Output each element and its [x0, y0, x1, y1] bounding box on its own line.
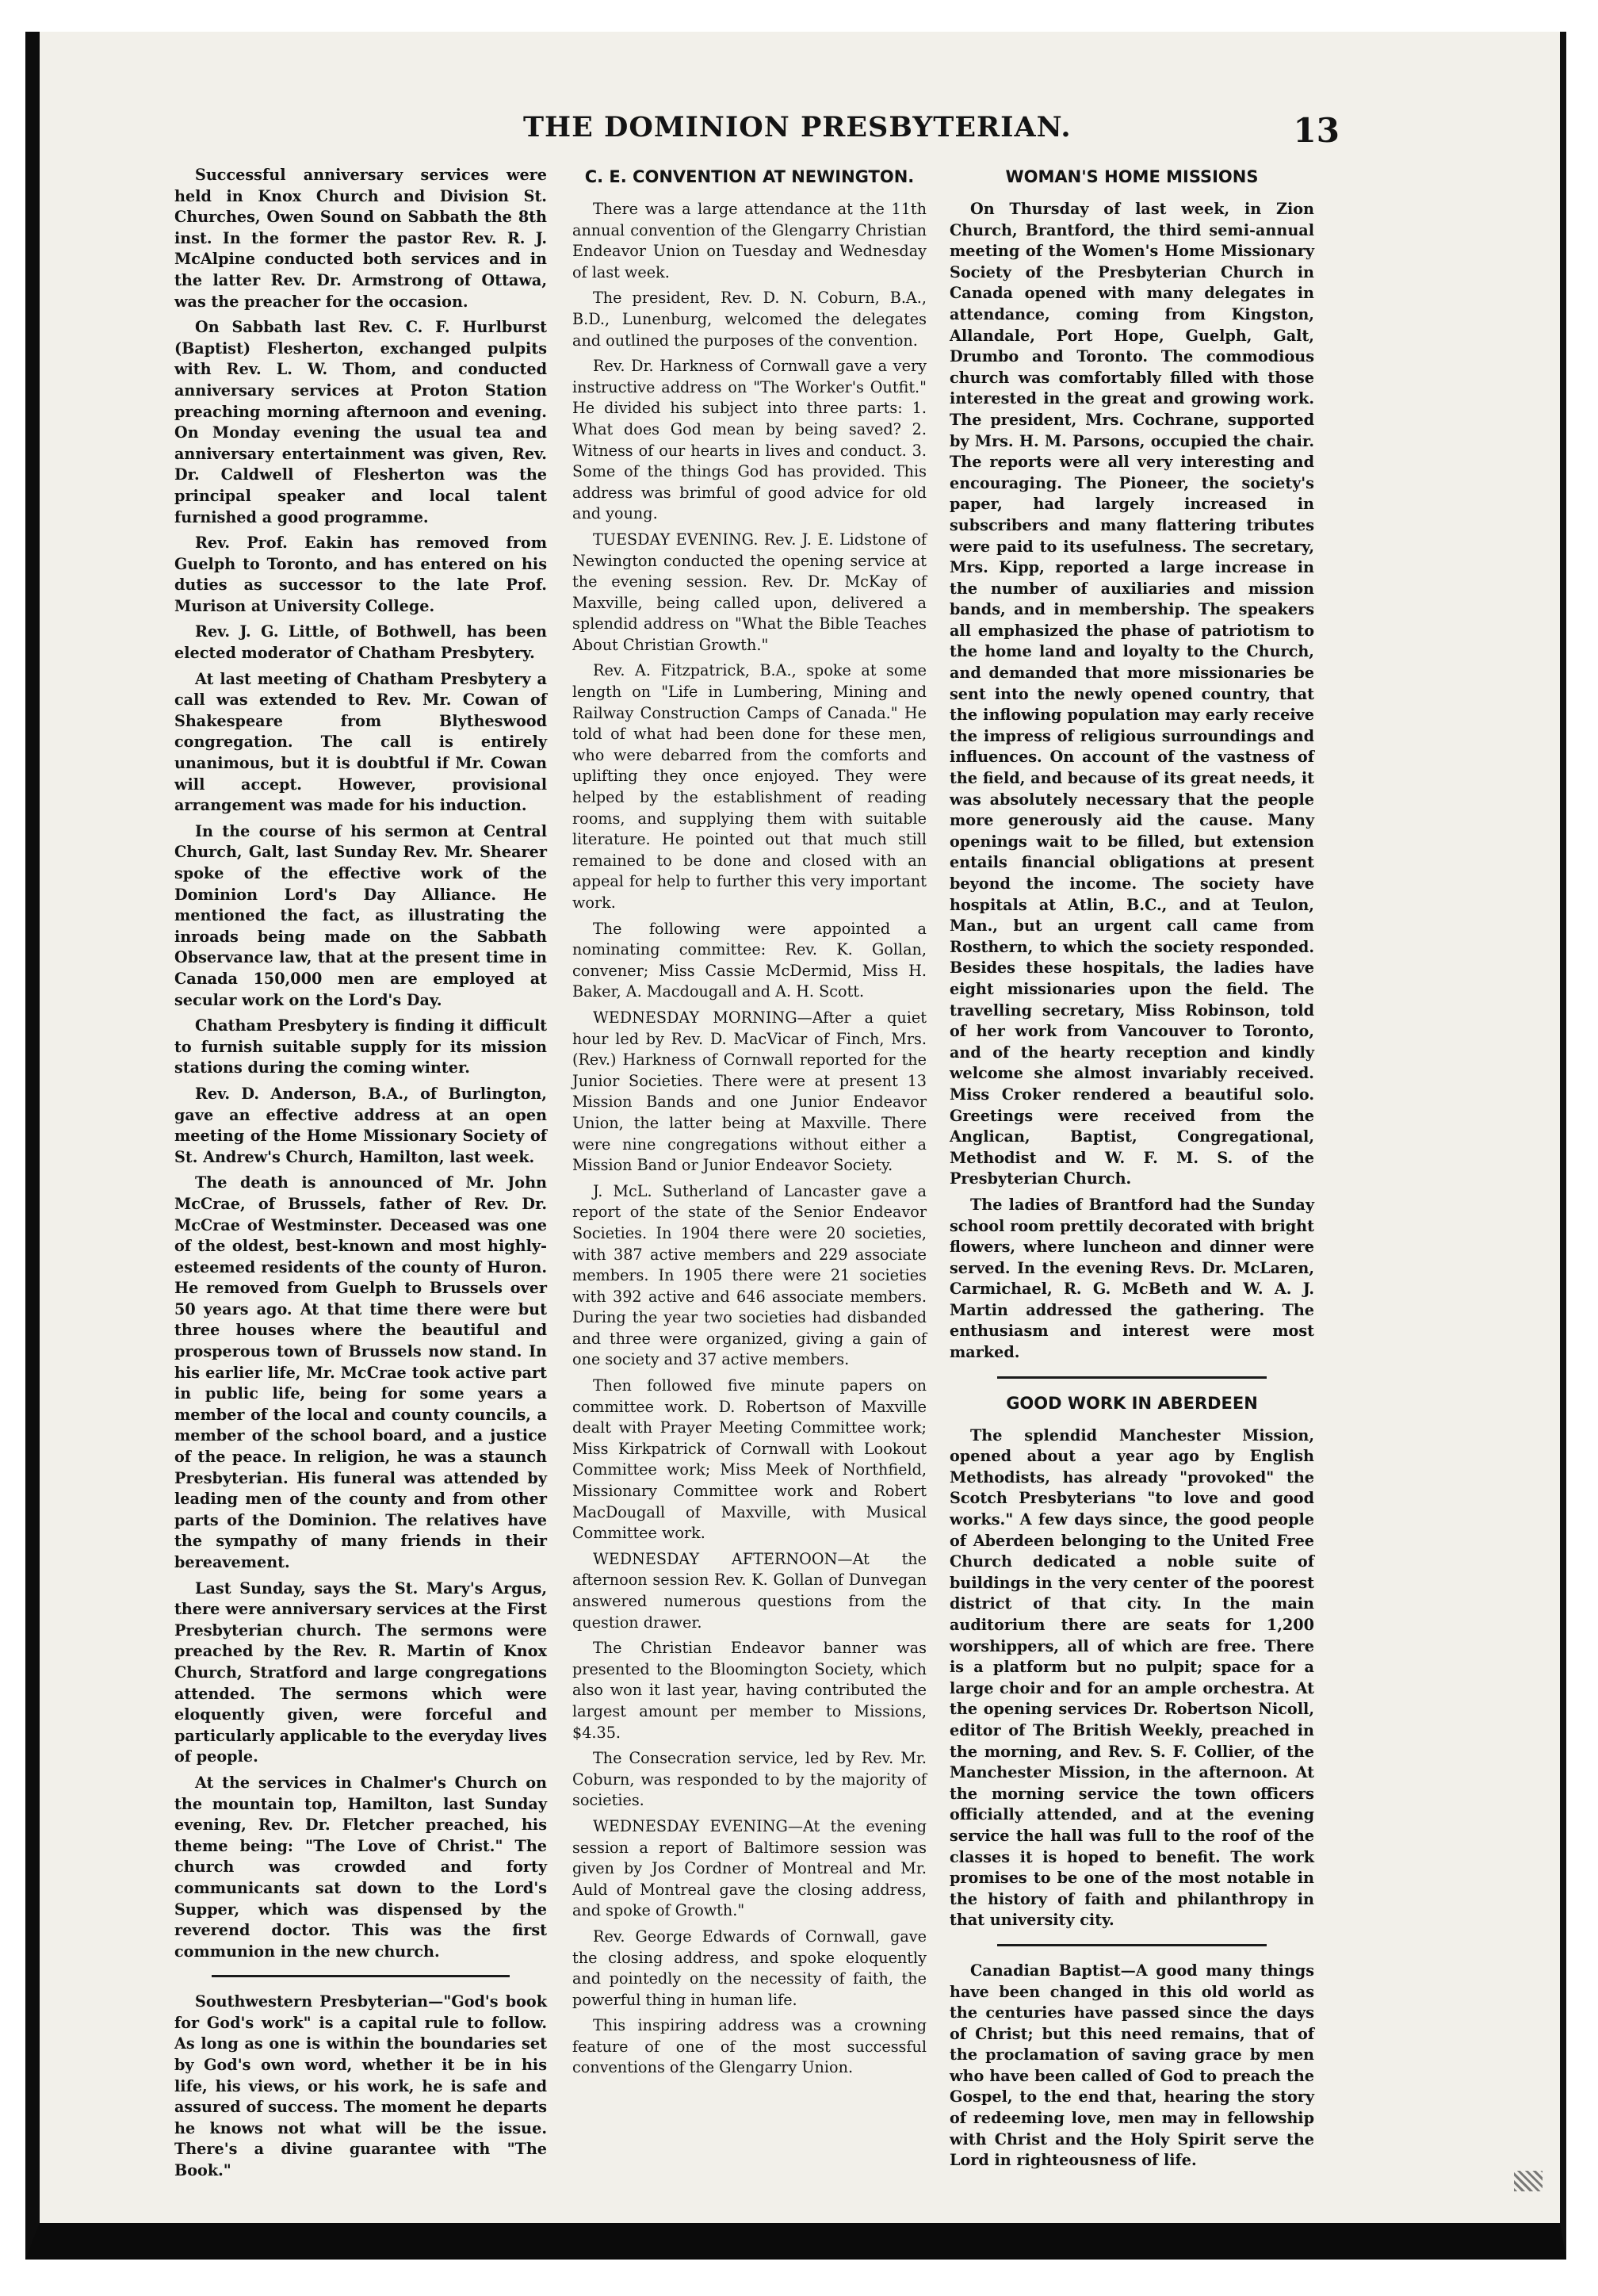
- page-number: 13: [1293, 111, 1340, 150]
- paragraph: The splendid Manchester Mission, opened about a year ago by English Methodists, has already "provoked" the Scotch Presbyterians "to love and good works." A few days since, the good people of Aberdeen belonging to the United Free Church dedicated a noble suite of buildings in the very center of the poorest district of that city. In the main auditorium there are seats for 1,200 worshippers, all of which are free. There is a platform but no pulpit; space for a large choir and for an ample orchestra. At the opening services Dr. Robertson Nicoll, editor of The British Weekly, preached in the morning, and Rev. S. F. Collier, of the Manchester Mission, in the afternoon. At the morning service the town officers officially attended, and at the evening service the hall was full to the roof of the classes it is hoped to benefit. The work promises to be one of the most notable in the history of faith and philanthropy in that university city.: [950, 1425, 1314, 1930]
- paragraph: There was a large attendance at the 11th annual convention of the Glengarry Christian Endeavor Union on Tuesday and Wednesday of last week.: [572, 200, 927, 281]
- paragraph: On Sabbath last Rev. C. F. Hurlburst (Baptist) Flesherton, exchanged pulpits with Rev. L. W. Thom, and conducted anniversary services at Proton Station preaching morning afternoon and evening. On Monday evening the usual tea and anniversary entertainment was given, Rev. Dr. Caldwell of Flesherton was the principal speaker and local talent furnished a good programme.: [174, 318, 547, 526]
- paragraph: In the course of his sermon at Central Church, Galt, last Sunday Rev. Mr. Shearer spoke of the effective work of the Dominion Lord's Day Alliance. He mentioned the fact, as illustrating the inroads being made on the Sabbath Observance law, that at the present time in Canada 150,000 men are employed at secular work on the Lord's Day.: [174, 821, 547, 1009]
- section-divider: [997, 1376, 1267, 1379]
- paragraph: Then followed five minute papers on committee work. D. Robertson of Maxville dealt with Prayer Meeting Committee work; Miss Kirkpatrick of Cornwall with Lookout Committee work; Miss Meek of Northfield, Missionary Committee work and Robert MacDougall of Maxville, with Musical Committee work.: [572, 1376, 927, 1543]
- column-middle: [572, 165, 927, 2084]
- paragraph: Last Sunday, says the St. Mary's Argus, there were anniversary services at the First Presbyterian church. The sermons were preached by the Rev. R. Martin of Knox Church, Stratford and large congregations attended. The sermons which were eloquently given, were forceful and particularly applicable to the everyday lives of people.: [174, 1578, 547, 1766]
- paragraph: WEDNESDAY EVENING—At the evening session a report of Baltimore session was given by Jos Cordner of Montreal and Mr. Auld of Montreal gave the closing address, and spoke of Growth.": [572, 1816, 927, 1920]
- paragraph: WEDNESDAY MORNING—After a quiet hour led by Rev. D. MacVicar of Finch, Mrs. (Rev.) Harkness of Cornwall reported for the Junior Societies. There were at present 13 Mission Bands and one Junior Endeavor Union, the latter being at Maxville. There were nine congregations without either a Mission Band or Junior Endeavor Society.: [572, 1008, 927, 1175]
- paragraph: Rev. J. G. Little, of Bothwell, has been elected moderator of Chatham Presbytery.: [174, 622, 547, 663]
- paragraph: Chatham Presbytery is finding it difficult to furnish suitable supply for its mission stations during the coming winter.: [174, 1016, 547, 1077]
- newspaper-page: [25, 32, 1566, 2260]
- paragraph: Southwestern Presbyterian—"God's book for God's work" is a capital rule to follow. As long as one is within the boundaries set by God's own word, whether it be in his life, his views, or his work, he is safe and assured of success. The moment he departs he knows not what will be the issue. There's a divine guarantee with "The Book.": [174, 1992, 547, 2180]
- paragraph: On Thursday of last week, in Zion Church, Brantford, the third semi-annual meeting of the Women's Home Missionary Society of the Presbyterian Church in Canada opened with many delegates in attendance, coming from Kingston, Allandale, Port Hope, Guelph, Galt, Drumbo and Toronto. The commodious church was comfortably filled with those interested in the great and growing work. The president, Mrs. Cochrane, supported by Mrs. H. M. Parsons, occupied the chair. The reports were all very interesting and encouraging. The Pioneer, the society's paper, had largely increased in subscribers and many flattering tributes were paid to its usefulness. The secretary, Mrs. Kipp, reported a large increase in the number of auxiliaries and mission bands, and in membership. The speakers all emphasized the phase of patriotism to the home land and loyalty to the Church, and demanded that more missionaries be sent into the newly opened country, that the inflowing population may early receive the impress of religious surroundings and influences. On account of the vastness of the field, and because of its great needs, it was absolutely necessary that the people more generously aid the cause. Many openings wait to be filled, but extension entails financial obligations at present beyond the income. The society have hospitals at Atlin, B.C., and at Teulon, Man., but an urgent call came from Rosthern, to which the society responded. Besides these hospitals, the ladies have eight missionaries upon the field. The travelling secretary, Miss Robinson, told of her work from Vancouver to Toronto, and of the hearty reception and kindly welcome she almost invariably received. Miss Croker rendered a beautiful solo. Greetings were received from the Anglican, Baptist, Congregational, Methodist and W. F. M. S. of the Presbyterian Church.: [950, 200, 1314, 1188]
- paragraph: The Christian Endeavor banner was presented to the Bloomington Society, which also won it last year, having contributed the largest amount per member to Missions, $4.35.: [572, 1639, 927, 1742]
- paragraph: J. McL. Sutherland of Lancaster gave a report of the state of the Senior Endeavor Societies. In 1904 there were 20 societies, with 387 active members and 229 associate members. In 1905 there were 21 societies with 392 active and 646 associate members. During the year two societies had disbanded and three were organized, giving a gain of one society and 37 active members.: [572, 1181, 927, 1369]
- paragraph: Rev. A. Fitzpatrick, B.A., spoke at some length on "Life in Lumbering, Mining and Railway Construction Camps of Canada." He told of what had been done for these men, who were debarred from the comforts and uplifting they once enjoyed. They were helped by the establishment of reading rooms, and supplying them with suitable literature. He pointed out that much still remained to be done and closed with an appeal for help to further this very important work.: [572, 661, 927, 912]
- paragraph: The death is announced of Mr. John McCrae, of Brussels, father of Rev. Dr. McCrae of Westminster. Deceased was one of the oldest, best-known and most highly-esteemed residents of the county of Huron. He removed from Guelph to Brussels over 50 years ago. At that time there were but three houses where the beautiful and prosperous town of Brussels now stand. In his earlier life, Mr. McCrae took active part in public life, being for some years a member of the local and county councils, a member of the school board, and a justice of the peace. In religion, he was a staunch Presbyterian. His funeral was attended by leading men of the county and from other parts of the Dominion. The relatives have the sympathy of many friends in their bereavement.: [174, 1173, 547, 1571]
- paragraph: The ladies of Brantford had the Sunday school room prettily decorated with bright flowers, where luncheon and dinner were served. In the evening Revs. Dr. McLaren, Carmichael, R. G. McBeth and W. A. J. Martin addressed the gathering. The enthusiasm and interest were most marked.: [950, 1195, 1314, 1362]
- paragraph: The president, Rev. D. N. Coburn, B.A., B.D., Lunenburg, welcomed the delegates and outlined the purposes of the convention.: [572, 289, 927, 350]
- article-heading: C. E. CONVENTION AT NEWINGTON.: [584, 167, 915, 186]
- paragraph: The Consecration service, led by Rev. Mr. Coburn, was responded to by the majority of societies.: [572, 1749, 927, 1810]
- paragraph: Rev. Dr. Harkness of Cornwall gave a very instructive address on "The Worker's Outfit." He divided his subject into three parts: 1. What does God mean by being saved? 2. Witness of our hearts in lives and conduct. 3. Some of the things God has provided. This address was brimful of good advice for old and young.: [572, 357, 927, 523]
- article-heading: GOOD WORK IN ABERDEEN: [1006, 1393, 1258, 1413]
- paragraph: Rev. George Edwards of Cornwall, gave the closing address, and spoke eloquently and pointedly on the necessity of faith, the powerful thing in human life.: [572, 1927, 927, 2009]
- section-divider: [212, 1975, 510, 1977]
- paragraph: This inspiring address was a crowning feature of one of the most successful conventions of the Glengarry Union.: [572, 2016, 927, 2077]
- print-smudge: [1514, 2171, 1543, 2191]
- page-header: [190, 111, 1340, 159]
- column-left: [174, 165, 547, 2187]
- section-divider: [997, 1944, 1267, 1946]
- paragraph: Canadian Baptist—A good many things have been changed in this old world as the centuries have passed since the days of Christ; but this need remains, that of the proclamation of saving grace by men who have been called of God to preach the Gospel, to the end that, hearing the story of redeeming love, men may in fellowship with Christ and the Holy Spirit serve the Lord in righteousness of life.: [950, 1961, 1314, 2170]
- paragraph: Rev. Prof. Eakin has removed from Guelph to Toronto, and has entered on his duties as successor to the late Prof. Murison at University College.: [174, 534, 547, 615]
- article-heading: WOMAN'S HOME MISSIONS: [1005, 167, 1259, 186]
- paragraph: The following were appointed a nominating committee: Rev. K. Gollan, convener; Miss Cassie McDermid, Miss H. Baker, A. Macdougall and A. H. Scott.: [572, 919, 927, 1001]
- paragraph: Successful anniversary services were held in Knox Church and Division St. Churches, Owen Sound on Sabbath the 8th inst. In the former the pastor Rev. R. J. McAlpine conducted both services and in the latter Rev. Dr. Armstrong of Ottawa, was the preacher for the occasion.: [174, 166, 547, 311]
- paragraph: TUESDAY EVENING. Rev. J. E. Lidstone of Newington conducted the opening service at the evening session. Rev. Dr. McKay of Maxville, being called upon, delivered a splendid address on "What the Bible Teaches About Christian Growth.": [572, 530, 927, 654]
- masthead-title: THE DOMINION PRESBYTERIAN.: [523, 111, 1072, 144]
- paragraph: WEDNESDAY AFTERNOON—At the afternoon session Rev. K. Gollan of Dunvegan answered numerous questions from the question drawer.: [572, 1549, 927, 1632]
- paragraph: At the services in Chalmer's Church on the mountain top, Hamilton, last Sunday evening, Rev. Dr. Fletcher preached, his theme being: "The Love of Christ." The church was crowded and forty communicants sat down to the Lord's Supper, which was dispensed by the reverend doctor. This was the first communion in the new church.: [174, 1773, 547, 1961]
- paragraph: Rev. D. Anderson, B.A., of Burlington, gave an effective address at an open meeting of the Home Missionary Society of St. Andrew's Church, Hamilton, last week.: [174, 1084, 547, 1166]
- paragraph: At last meeting of Chatham Presbytery a call was extended to Rev. Mr. Cowan of Shakespeare from Blytheswood congregation. The call is entirely unanimous, but it is doubtful if Mr. Cowan will accept. However, provisional arrangement was made for his induction.: [174, 669, 547, 815]
- column-right: [950, 165, 1314, 2176]
